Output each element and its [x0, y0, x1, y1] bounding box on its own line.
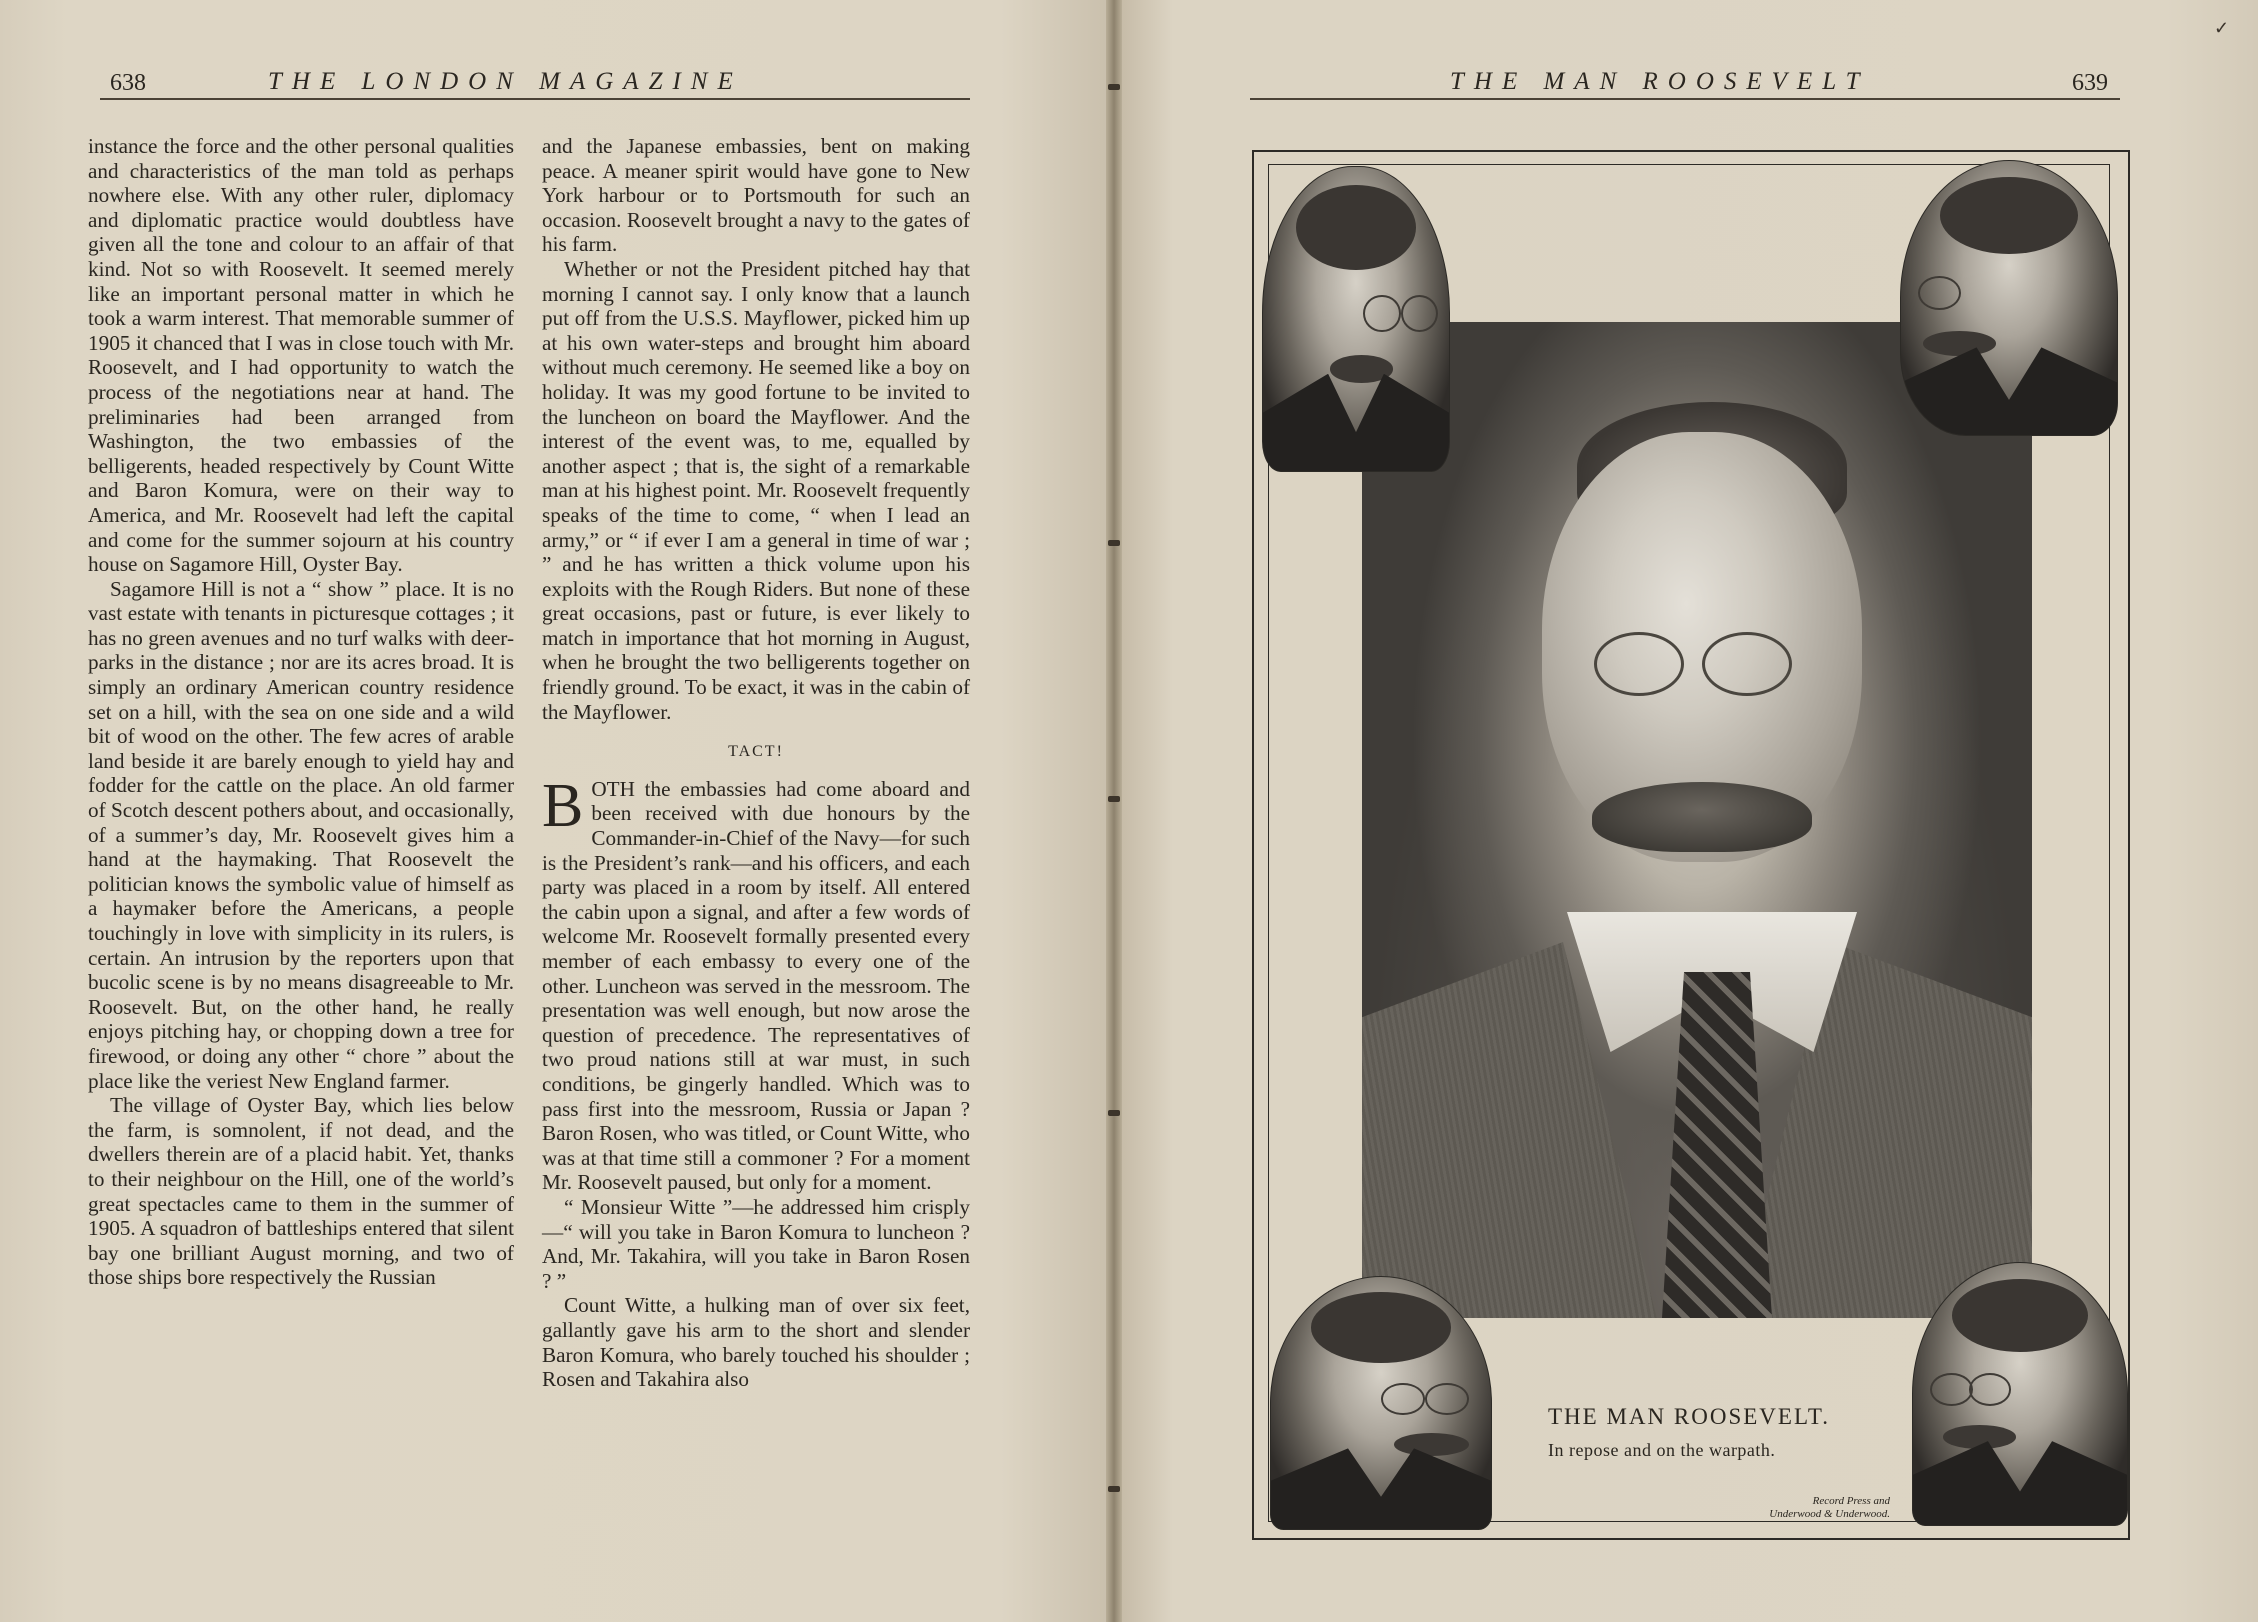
photo-credit — [1700, 1495, 1890, 1521]
binding-gutter — [1106, 0, 1122, 1622]
left-running-head — [100, 62, 970, 100]
paragraph: Sagamore Hill is not a “ show ” place. It is no vast estate with tenants in picturesque cottages ; it has no green avenues and no turf walks with deer-parks in the distance ; nor are its acres broad. It is simply an ordinary American country residence set on a hill, with the sea on one side and a wild bit of wood on the other. The few acres of arable land beside it are barely enough to yield hay and fodder for the cattle on the place. An old farmer of Scotch descent pothers about, and occasionally, of a summer’s day, Mr. Roosevelt gives him a hand at the haymaking. That Roosevelt the politician knows the symbolic value of himself as a haymaker before the Americans, a people touchingly in love with simplicity in its rulers, is certain. An intrusion by the reporters upon that bucolic scene is by no means disagreeable to Mr. Roosevelt. But, on the other hand, he really enjoys pitching hay, or chopping down a tree for firewood, or doing any other “ chore ” about the place like the veriest New England farmer. — [88, 576, 514, 1093]
cutout-photo-top-left — [1262, 166, 1450, 472]
paragraph: Whether or not the President pitched hay that morning I cannot say. I only know that a launch put off from the U.S.S. Mayflower, picked him up at his own water-steps and brought him aboard without much ceremony. He seemed like a boy on holiday. It was my good fortune to be invited to the luncheon on board the Mayflower. And the interest of the event was, to me, equalled by another aspect ; that is, the sight of a remarkable man at his highest point. Mr. Roosevelt frequently speaks of the time to come, “ when I lead an army,” or “ if ever I am a general in time of war ; ” and he has written a thick volume upon his exploits with the Rough Riders. But none of these great occasions, past or future, is ever likely to match in importance that hot morning in August, when he brought the two belligerents together on friendly ground. To be exact, it was in the cabin of the Mayflower. — [542, 256, 970, 724]
right-running-head — [1250, 62, 2120, 100]
portrait-tie — [1662, 972, 1772, 1318]
binding-stitch — [1108, 540, 1120, 546]
portrait-moustache — [1592, 782, 1812, 852]
binding-stitch — [1108, 1486, 1120, 1492]
page-number-left: 638 — [110, 70, 146, 96]
pince-nez-right-lens — [1702, 632, 1792, 696]
text-column-1 — [88, 134, 514, 1290]
binding-stitch — [1108, 84, 1120, 90]
paragraph-text: OTH the embassies had come aboard and been received with due honours by the Commander-in-Chief of the Navy—for such is the President’s rank—and his officers, and each party was placed in a room by itself. All entered the cabin upon a signal, and after a few words of welcome Mr. Roosevelt formally presented every member of each embassy to every one of the other. Luncheon was served in the messroom. The presentation was well enough, but now arose the question of precedence. The representatives of two proud nations still at war must, in such conditions, be gingerly handled. Which was to pass first into the messroom, Russia or Japan ? Baron Rosen, who was titled, or Count Witte, who was at that time still a commoner ? For a moment Mr. Roosevelt paused, but only for a moment. — [542, 776, 970, 1195]
drop-cap: B — [542, 771, 584, 840]
article-title: THE MAN ROOSEVELT — [1450, 68, 1870, 95]
paragraph: Count Witte, a hulking man of over six feet, gallantly gave his arm to the short and slender Baron Komura, who barely touched his shoulder ; Rosen and Takahira also — [542, 1293, 970, 1392]
cutout-photo-bottom-right — [1912, 1262, 2128, 1526]
magazine-title: THE LONDON MAGAZINE — [268, 68, 743, 95]
text-column-2 — [542, 134, 970, 1392]
cutout-photo-bottom-left — [1270, 1276, 1492, 1530]
paragraph: The village of Oyster Bay, which lies below the farm, is somnolent, if not dead, and the dwellers therein are of a placid habit. Yet, thanks to their neighbour on the Hill, one of the world’s great spectacles came to them in the summer of 1905. A squadron of battleships entered that silent bay one brilliant August morning, and two of those ships bore respectively the Russian — [88, 1093, 514, 1290]
central-portrait-photo — [1362, 322, 2032, 1318]
caption-subtitle: In repose and on the warpath. — [1548, 1440, 1776, 1460]
paragraph: and the Japanese embassies, bent on making peace. A meaner spirit would have gone to New York harbour or to Portsmouth for such an occasion. Roosevelt brought a navy to the gates of his farm. — [542, 134, 970, 257]
paragraph-with-dropcap — [542, 771, 970, 1195]
credit-line: Underwood & Underwood. — [1769, 1508, 1890, 1520]
caption-title: THE MAN ROOSEVELT. — [1548, 1404, 1830, 1429]
paragraph: “ Monsieur Witte ”—he addressed him crisply—“ will you take in Baron Komura to luncheon ? And, Mr. Takahira, will you take in Baron Rosen ? ” — [542, 1194, 970, 1293]
cutout-photo-top-right — [1900, 160, 2118, 436]
paragraph: instance the force and the other personal qualities and characteristics of the man told as perhaps nowhere else. With any other ruler, diplomacy and diplomatic practice would doubtless have given all the tone and colour to an affair of that kind. Not so with Roosevelt. It seemed merely like an important personal matter in which he took a warm interest. That memorable summer of 1905 it chanced that I was in close touch with Mr. Roosevelt, and I had opportunity to watch the process of the negotiations near at hand. The preliminaries had been arranged from Washington, the two embassies of the belligerents, headed respectively by Count Witte and Baron Komura, were on their way to America, and Mr. Roosevelt had left the capital and come for the summer sojourn at his country house on Sagamore Hill, Oyster Bay. — [88, 134, 514, 577]
corner-mark-icon: ✓ — [2214, 18, 2230, 38]
pince-nez-left-lens — [1594, 632, 1684, 696]
page-number-right: 639 — [2072, 70, 2108, 96]
credit-line: Record Press and — [1812, 1495, 1890, 1507]
binding-stitch — [1108, 1110, 1120, 1116]
section-subhead: TACT! — [728, 743, 784, 761]
plate-caption — [1548, 1404, 1868, 1461]
binding-stitch — [1108, 796, 1120, 802]
